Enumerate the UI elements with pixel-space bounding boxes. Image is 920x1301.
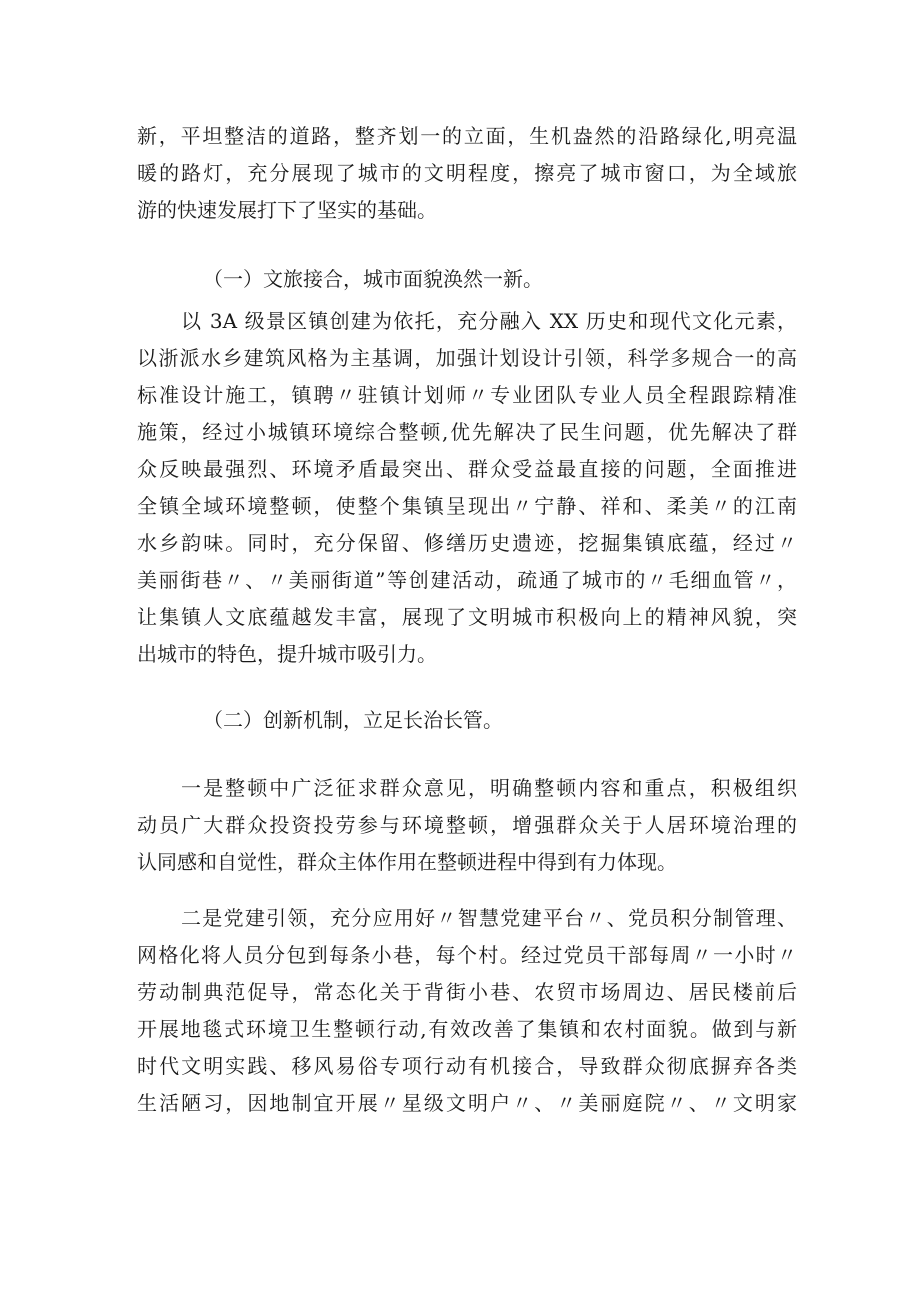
paragraph-line: 全镇全域环境整顿，使整个集镇呈现出〃宁静、祥和、柔美〃的江南 bbox=[137, 494, 797, 518]
paragraph-1 bbox=[137, 303, 797, 673]
paragraph-line: 新，平坦整洁的道路，整齐划一的立面，生机盎然的沿路绿化,明亮温 bbox=[137, 124, 797, 148]
paragraph-line: 动员广大群众投资投劳参与环境整顿，增强群众关于人居环境治理的 bbox=[137, 813, 797, 837]
paragraph-line: 认同感和自觉性，群众主体作用在整顿进程中得到有力体现。 bbox=[137, 850, 677, 874]
paragraph-line: 以浙派水乡建筑风格为主基调，加强计划设计引领，科学多规合一的高 bbox=[137, 346, 797, 370]
paragraph-line: 生活陋习，因地制宜开展〃星级文明户〃、〃美丽庭院〃、〃文明家 bbox=[137, 1091, 797, 1115]
section-heading-2 bbox=[137, 702, 797, 739]
paragraph-line: 时代文明实践、移风易俗专项行动有机接合，导致群众彻底摒弃各类 bbox=[137, 1054, 797, 1078]
paragraph-line: 网格化将人员分包到每条小巷，每个村。经过党员干部每周〃一小时〃 bbox=[137, 943, 797, 967]
paragraph-line: 劳动制典范促导，常态化关于背街小巷、农贸市场周边、居民楼前后 bbox=[137, 980, 797, 1004]
paragraph-line: 二是党建引领，充分应用好〃智慧党建平台〃、党员积分制管理、 bbox=[181, 906, 797, 930]
paragraph-line: 以 3A 级景区镇创建为依托，充分融入 XX 历史和现代文化元素， bbox=[181, 309, 797, 333]
intro-paragraph bbox=[137, 118, 797, 229]
paragraph-line: 水乡韵味。同时，充分保留、修缮历史遗迹，挖掘集镇底蕴，经过〃 bbox=[137, 531, 797, 555]
paragraph-2 bbox=[137, 770, 797, 881]
paragraph-line: 美丽街巷〃、〃美丽街道”等创建活动，疏通了城市的〃毛细血管〃， bbox=[137, 568, 797, 592]
section-heading-1 bbox=[137, 261, 797, 298]
paragraph-line: 一是整顿中广泛征求群众意见，明确整顿内容和重点，积极组织 bbox=[181, 776, 797, 800]
paragraph-line: 众反映最强烈、环境矛盾最突出、群众受益最直接的问题，全面推进 bbox=[137, 457, 797, 481]
section-heading: （一）文旅接合，城市面貌涣然一新。 bbox=[203, 267, 543, 291]
paragraph-line: 游的快速发展打下了坚实的基础。 bbox=[137, 198, 437, 222]
paragraph-line: 标准设计施工，镇聘〃驻镇计划师〃专业团队专业人员全程跟踪精准 bbox=[137, 383, 797, 407]
paragraph-line: 施策，经过小城镇环境综合整顿,优先解决了民生问题，优先解决了群 bbox=[137, 420, 797, 444]
paragraph-line: 暖的路灯，充分展现了城市的文明程度，擦亮了城市窗口，为全域旅 bbox=[137, 161, 797, 185]
section-heading: （二）创新机制，立足长治长管。 bbox=[203, 708, 503, 732]
paragraph-line: 开展地毯式环境卫生整顿行动,有效改善了集镇和农村面貌。做到与新 bbox=[137, 1017, 797, 1041]
paragraph-line: 让集镇人文底蕴越发丰富，展现了文明城市积极向上的精神风貌，突 bbox=[137, 605, 797, 629]
paragraph-3 bbox=[137, 900, 797, 1122]
paragraph-line: 出城市的特色，提升城市吸引力。 bbox=[137, 642, 437, 666]
